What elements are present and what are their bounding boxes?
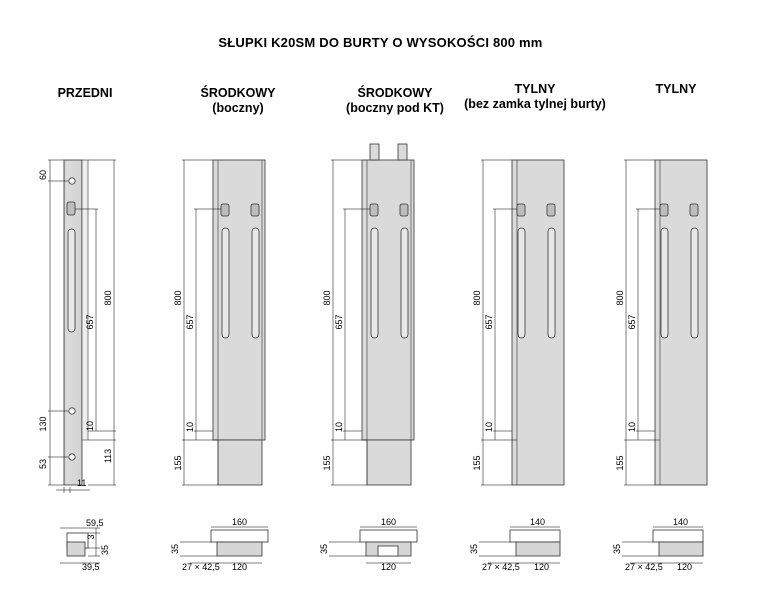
section-outline: [360, 530, 417, 542]
view-label-line1: ŚRODKOWY: [200, 86, 276, 100]
dim-10: 10: [185, 421, 195, 433]
dim-27x42-5: 27 × 42,5: [482, 562, 520, 572]
dim-657: 657: [85, 314, 95, 330]
view-tylny-bez-zamka: [469, 160, 564, 572]
dim-160: 160: [381, 517, 397, 527]
dim-120: 120: [232, 562, 248, 572]
slot: [68, 229, 75, 332]
hole: [69, 454, 75, 460]
dim-10: 10: [627, 421, 637, 433]
view-label-line1: TYLNY: [655, 82, 697, 96]
dim-155: 155: [615, 455, 625, 471]
dim-120: 120: [677, 562, 693, 572]
dim-800: 800: [615, 290, 625, 306]
dim-657: 657: [484, 314, 494, 330]
dim-113: 113: [103, 448, 113, 464]
section-fill: [516, 542, 560, 556]
top-pin: [370, 144, 379, 160]
dim-140: 140: [673, 517, 689, 527]
dim-35: 35: [612, 543, 622, 555]
dim-160: 160: [232, 517, 248, 527]
dim-120: 120: [534, 562, 550, 572]
dim-10: 10: [85, 420, 95, 432]
dim-130: 130: [38, 416, 48, 432]
dim-59-5: 59,5: [86, 518, 104, 528]
dim-11: 11: [77, 478, 87, 488]
dim-140: 140: [530, 517, 546, 527]
dim-60: 60: [38, 169, 48, 181]
section-fill: [67, 542, 85, 556]
view-tylny: [612, 160, 707, 572]
section-fill: [659, 542, 703, 556]
dim-39-5: 39,5: [82, 562, 100, 572]
section-fill: [217, 542, 262, 556]
view-srodkowy-boczny: [170, 160, 268, 572]
dim-35: 35: [319, 543, 329, 555]
drawing-title: SŁUPKI K20SM DO BURTY O WYSOKOŚCI 800 mm: [218, 35, 543, 50]
view-label-line1: TYLNY: [514, 82, 556, 96]
dim-53: 53: [38, 458, 48, 470]
dim-27x42-5: 27 × 42,5: [182, 562, 220, 572]
dim-120: 120: [381, 562, 397, 572]
dim-155: 155: [472, 455, 482, 471]
dim-27x42-5: 27 × 42,5: [625, 562, 663, 572]
section-notch: [378, 546, 398, 556]
section-outline: [653, 530, 703, 542]
dim-3: 3: [86, 534, 96, 540]
dim-800: 800: [322, 290, 332, 306]
post-lower: [367, 440, 411, 485]
hole: [69, 178, 75, 184]
hole: [69, 408, 75, 414]
dim-800: 800: [173, 290, 183, 306]
view-srodkowy-kt: [319, 144, 417, 572]
dim-10: 10: [484, 421, 494, 433]
dim-800: 800: [472, 290, 482, 306]
view-przedni: [38, 160, 116, 572]
slot: [67, 202, 75, 215]
dim-800: 800: [103, 290, 113, 306]
dim-155: 155: [173, 455, 183, 471]
dim-657: 657: [185, 314, 195, 330]
section-outline: [510, 530, 560, 542]
dim-35: 35: [469, 543, 479, 555]
dim-155: 155: [322, 455, 332, 471]
post-edge: [82, 160, 88, 440]
post-lower: [218, 440, 262, 485]
dim-35: 35: [100, 544, 110, 556]
view-label-line2: (bez zamka tylnej burty): [464, 97, 606, 111]
dim-657: 657: [334, 314, 344, 330]
top-pin: [398, 144, 407, 160]
dim-657: 657: [627, 314, 637, 330]
section-outline: [211, 530, 268, 542]
dim-35: 35: [170, 543, 180, 555]
view-label-line1: ŚRODKOWY: [357, 86, 433, 100]
view-label-line2: (boczny): [212, 101, 264, 115]
view-label-line1: PRZEDNI: [57, 86, 113, 100]
dim-10: 10: [334, 421, 344, 433]
view-label-line2: (boczny pod KT): [346, 101, 444, 115]
